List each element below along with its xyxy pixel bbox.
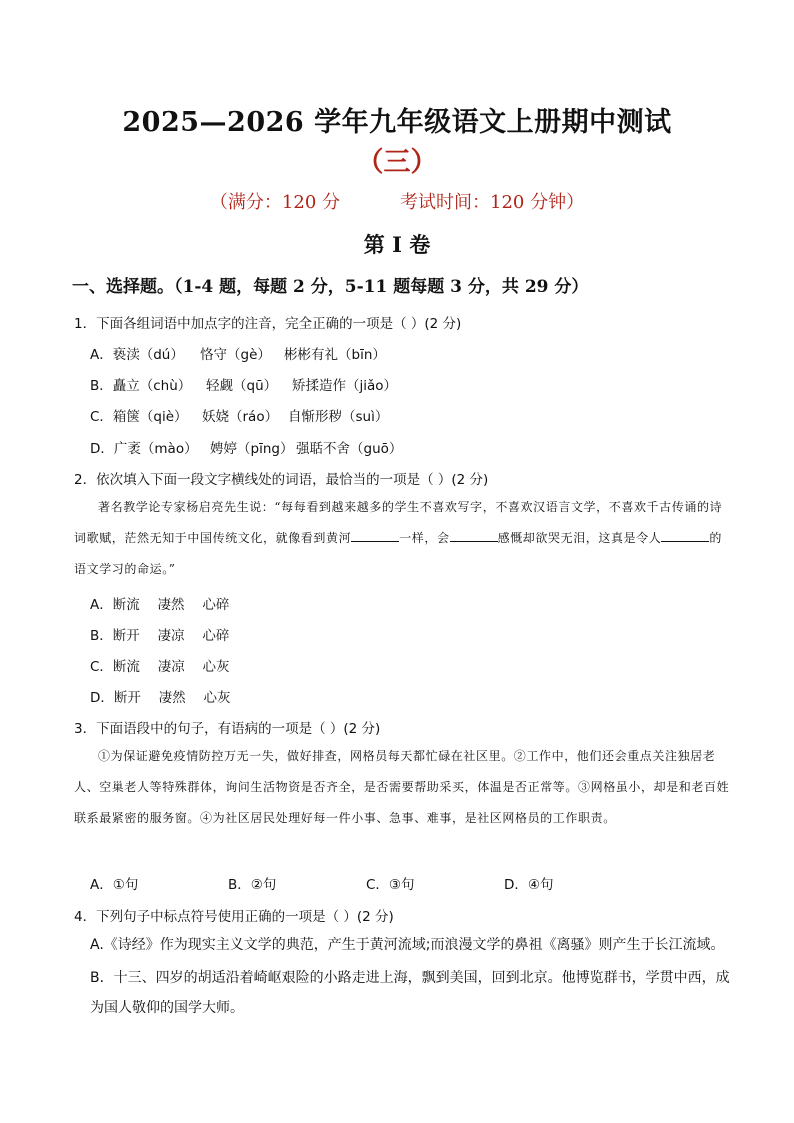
- question-3-option-c: C．③句: [366, 877, 415, 893]
- option-part: 彬彬有礼（bīn）: [284, 347, 386, 363]
- blank-line: [351, 529, 399, 542]
- question-3-passage: ①为保证避免疫情防控万无一失，做好排查，网格员每天都忙碌在社区里。②工作中，他们还会重点关注独居老人、空巢老人等特殊群体，询问生活物资是否齐全，是否需要帮助采买，体温是否正常等。③网格虽小，却是和老百姓联系最紧密的服务窗。④为社区居民处理好每一件小事、急事、难事，是社区网格员的工作职责。: [74, 749, 730, 825]
- question-4-option-a: A.《诗经》作为现实主义文学的典范，产生于黄河流域;而浪漫文学的鼻祖《离骚》则产生于长江流域。: [90, 937, 725, 953]
- exam-title: 2025—2026 学年九年级语文上册期中测试: [122, 107, 672, 138]
- option-part: 矫揉造作（jiǎo）: [292, 378, 398, 394]
- full-score: （满分：120 分: [209, 192, 340, 213]
- question-2-option-a: A．断流 凄然 心碎: [90, 597, 230, 613]
- question-2-option-d: D．断开 凄然 心灰: [90, 690, 231, 706]
- question-2-option-b: B．断开 凄凉 心碎: [90, 628, 230, 644]
- question-1-stem: 1．下面各组词语中加点字的注音，完全正确的一项是（ ）(2 分): [74, 316, 462, 332]
- section-heading: 一、选择题。（1-4 题，每题 2 分，5-11 题每题 3 分，共 29 分）: [72, 277, 589, 297]
- question-3-option-a: A．①句: [90, 877, 139, 893]
- question-1-option-a: [90, 343, 386, 363]
- option-part: D．广袤（mào）: [90, 441, 198, 457]
- option-part: 轻觑（qū）: [206, 378, 278, 394]
- question-3-option-b: B．②句: [228, 877, 277, 893]
- question-1-option-d: [90, 437, 402, 457]
- option-part: 恪守（gè）: [200, 347, 271, 363]
- option-part: B．矗立（chù）: [90, 378, 192, 394]
- exam-time: 考试时间：120 分钟）: [400, 192, 585, 213]
- question-4-stem: 4．下列句子中标点符号使用正确的一项是（ ）(2 分): [74, 909, 394, 925]
- option-part: C．箱箧（qiè）: [90, 409, 188, 425]
- passage-text: 一样，会: [399, 531, 450, 545]
- option-part: 自惭形秽（suì）: [288, 409, 389, 425]
- passage-text: 的语文学习的命运。”: [74, 531, 723, 576]
- question-1-option-b: [90, 374, 397, 394]
- score-time-line: [0, 188, 794, 214]
- option-part: 妖娆（ráo）: [202, 409, 279, 425]
- question-2-stem: 2．依次填入下面一段文字横线处的词语，最恰当的一项是（ ）(2 分): [74, 472, 489, 488]
- volume-heading: 第 I 卷: [363, 232, 431, 257]
- passage-text: 感慨却欲哭无泪，这真是令人: [497, 531, 662, 545]
- option-part: 强聒不舍（guō）: [296, 441, 403, 457]
- question-3-options: [90, 873, 642, 893]
- exam-subtitle: （三）: [356, 147, 438, 178]
- option-part: A．亵渎（dú）: [90, 347, 184, 363]
- blank-line: [450, 529, 498, 542]
- question-3-stem: 3．下面语段中的句子，有语病的一项是（ ）(2 分): [74, 721, 381, 737]
- question-2-option-c: C．断流 凄凉 心灰: [90, 659, 230, 675]
- question-3-option-d: D．④句: [504, 877, 554, 893]
- question-2-passage: [74, 492, 734, 585]
- passage-text: 著名教学论专家杨启亮先生说：“每每看到越来越多的学生不喜欢写字，不喜欢汉语言文学，不喜欢千古传诵的诗词歌赋，茫然无知于中国传统文化，就像看到黄河: [74, 500, 723, 545]
- option-part: 娉婷（pīng）: [210, 441, 294, 457]
- blank-line: [661, 529, 709, 542]
- question-4-option-b: B．十三、四岁的胡适沿着崎岖艰险的小路走进上海，飘到美国，回到北京。他博览群书，学贯中西，成为国人敬仰的国学大师。: [90, 970, 730, 1016]
- question-1-option-c: [90, 405, 388, 425]
